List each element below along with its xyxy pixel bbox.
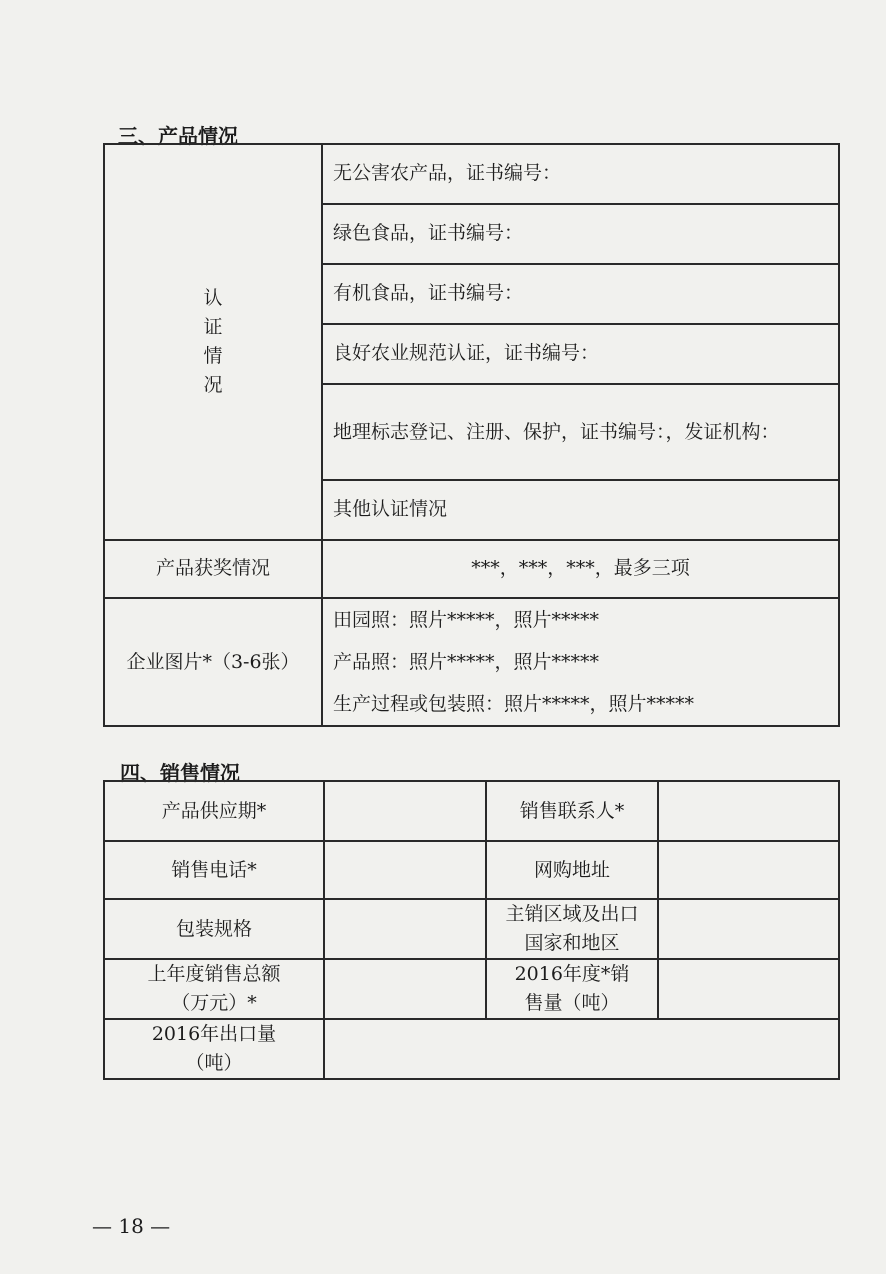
sales-phone-value — [324, 841, 486, 899]
cert-item-geo-indication: 地理标志登记、注册、保护，证书编号：，发证机构： — [322, 384, 839, 480]
cert-item-pollution-free: 无公害农产品，证书编号： — [322, 144, 839, 204]
cert-item-other: 其他认证情况 — [322, 480, 839, 540]
section-4-title: 四、销售情况 — [120, 761, 240, 785]
sales-volume-2016-label: 2016年度*销售量（吨） — [486, 959, 658, 1019]
online-shop-label: 网购地址 — [486, 841, 658, 899]
main-market-label: 主销区域及出口国家和地区 — [486, 899, 658, 959]
photo-label: 企业图片*（3-6张） — [104, 598, 322, 726]
product-info-table — [103, 143, 840, 727]
main-market-value — [658, 899, 839, 959]
award-value: ***，***，***，最多三项 — [322, 540, 839, 598]
photo-line-process: 生产过程或包装照：照片*****，照片***** — [333, 693, 695, 715]
page-number: — 18 — — [92, 1214, 171, 1238]
sales-info-table — [103, 780, 840, 1080]
package-spec-label: 包装规格 — [104, 899, 324, 959]
cert-label-char: 况 — [203, 374, 223, 396]
sales-contact-label: 销售联系人* — [486, 781, 658, 841]
cert-label-char: 证 — [203, 316, 223, 338]
cert-label-cell — [104, 144, 322, 540]
award-label: 产品获奖情况 — [104, 540, 322, 598]
cert-label-char: 认 — [203, 287, 223, 309]
export-2016-label: 2016年出口量（吨） — [104, 1019, 324, 1079]
export-2016-value — [324, 1019, 839, 1079]
package-spec-value — [324, 899, 486, 959]
sales-volume-2016-value — [658, 959, 839, 1019]
last-year-sales-label: 上年度销售总额（万元）* — [104, 959, 324, 1019]
cert-item-gap: 良好农业规范认证，证书编号： — [322, 324, 839, 384]
last-year-sales-value — [324, 959, 486, 1019]
supply-period-value — [324, 781, 486, 841]
sales-phone-label: 销售电话* — [104, 841, 324, 899]
cert-label-char: 情 — [203, 345, 223, 367]
section-3-title: 三、产品情况 — [118, 124, 238, 148]
cert-item-organic-food: 有机食品，证书编号： — [322, 264, 839, 324]
photo-line-field: 田园照：照片*****，照片***** — [333, 609, 600, 631]
photo-line-product: 产品照：照片*****，照片***** — [333, 651, 600, 673]
photo-list — [322, 598, 839, 726]
online-shop-value — [658, 841, 839, 899]
supply-period-label: 产品供应期* — [104, 781, 324, 841]
cert-item-green-food: 绿色食品，证书编号： — [322, 204, 839, 264]
sales-contact-value — [658, 781, 839, 841]
